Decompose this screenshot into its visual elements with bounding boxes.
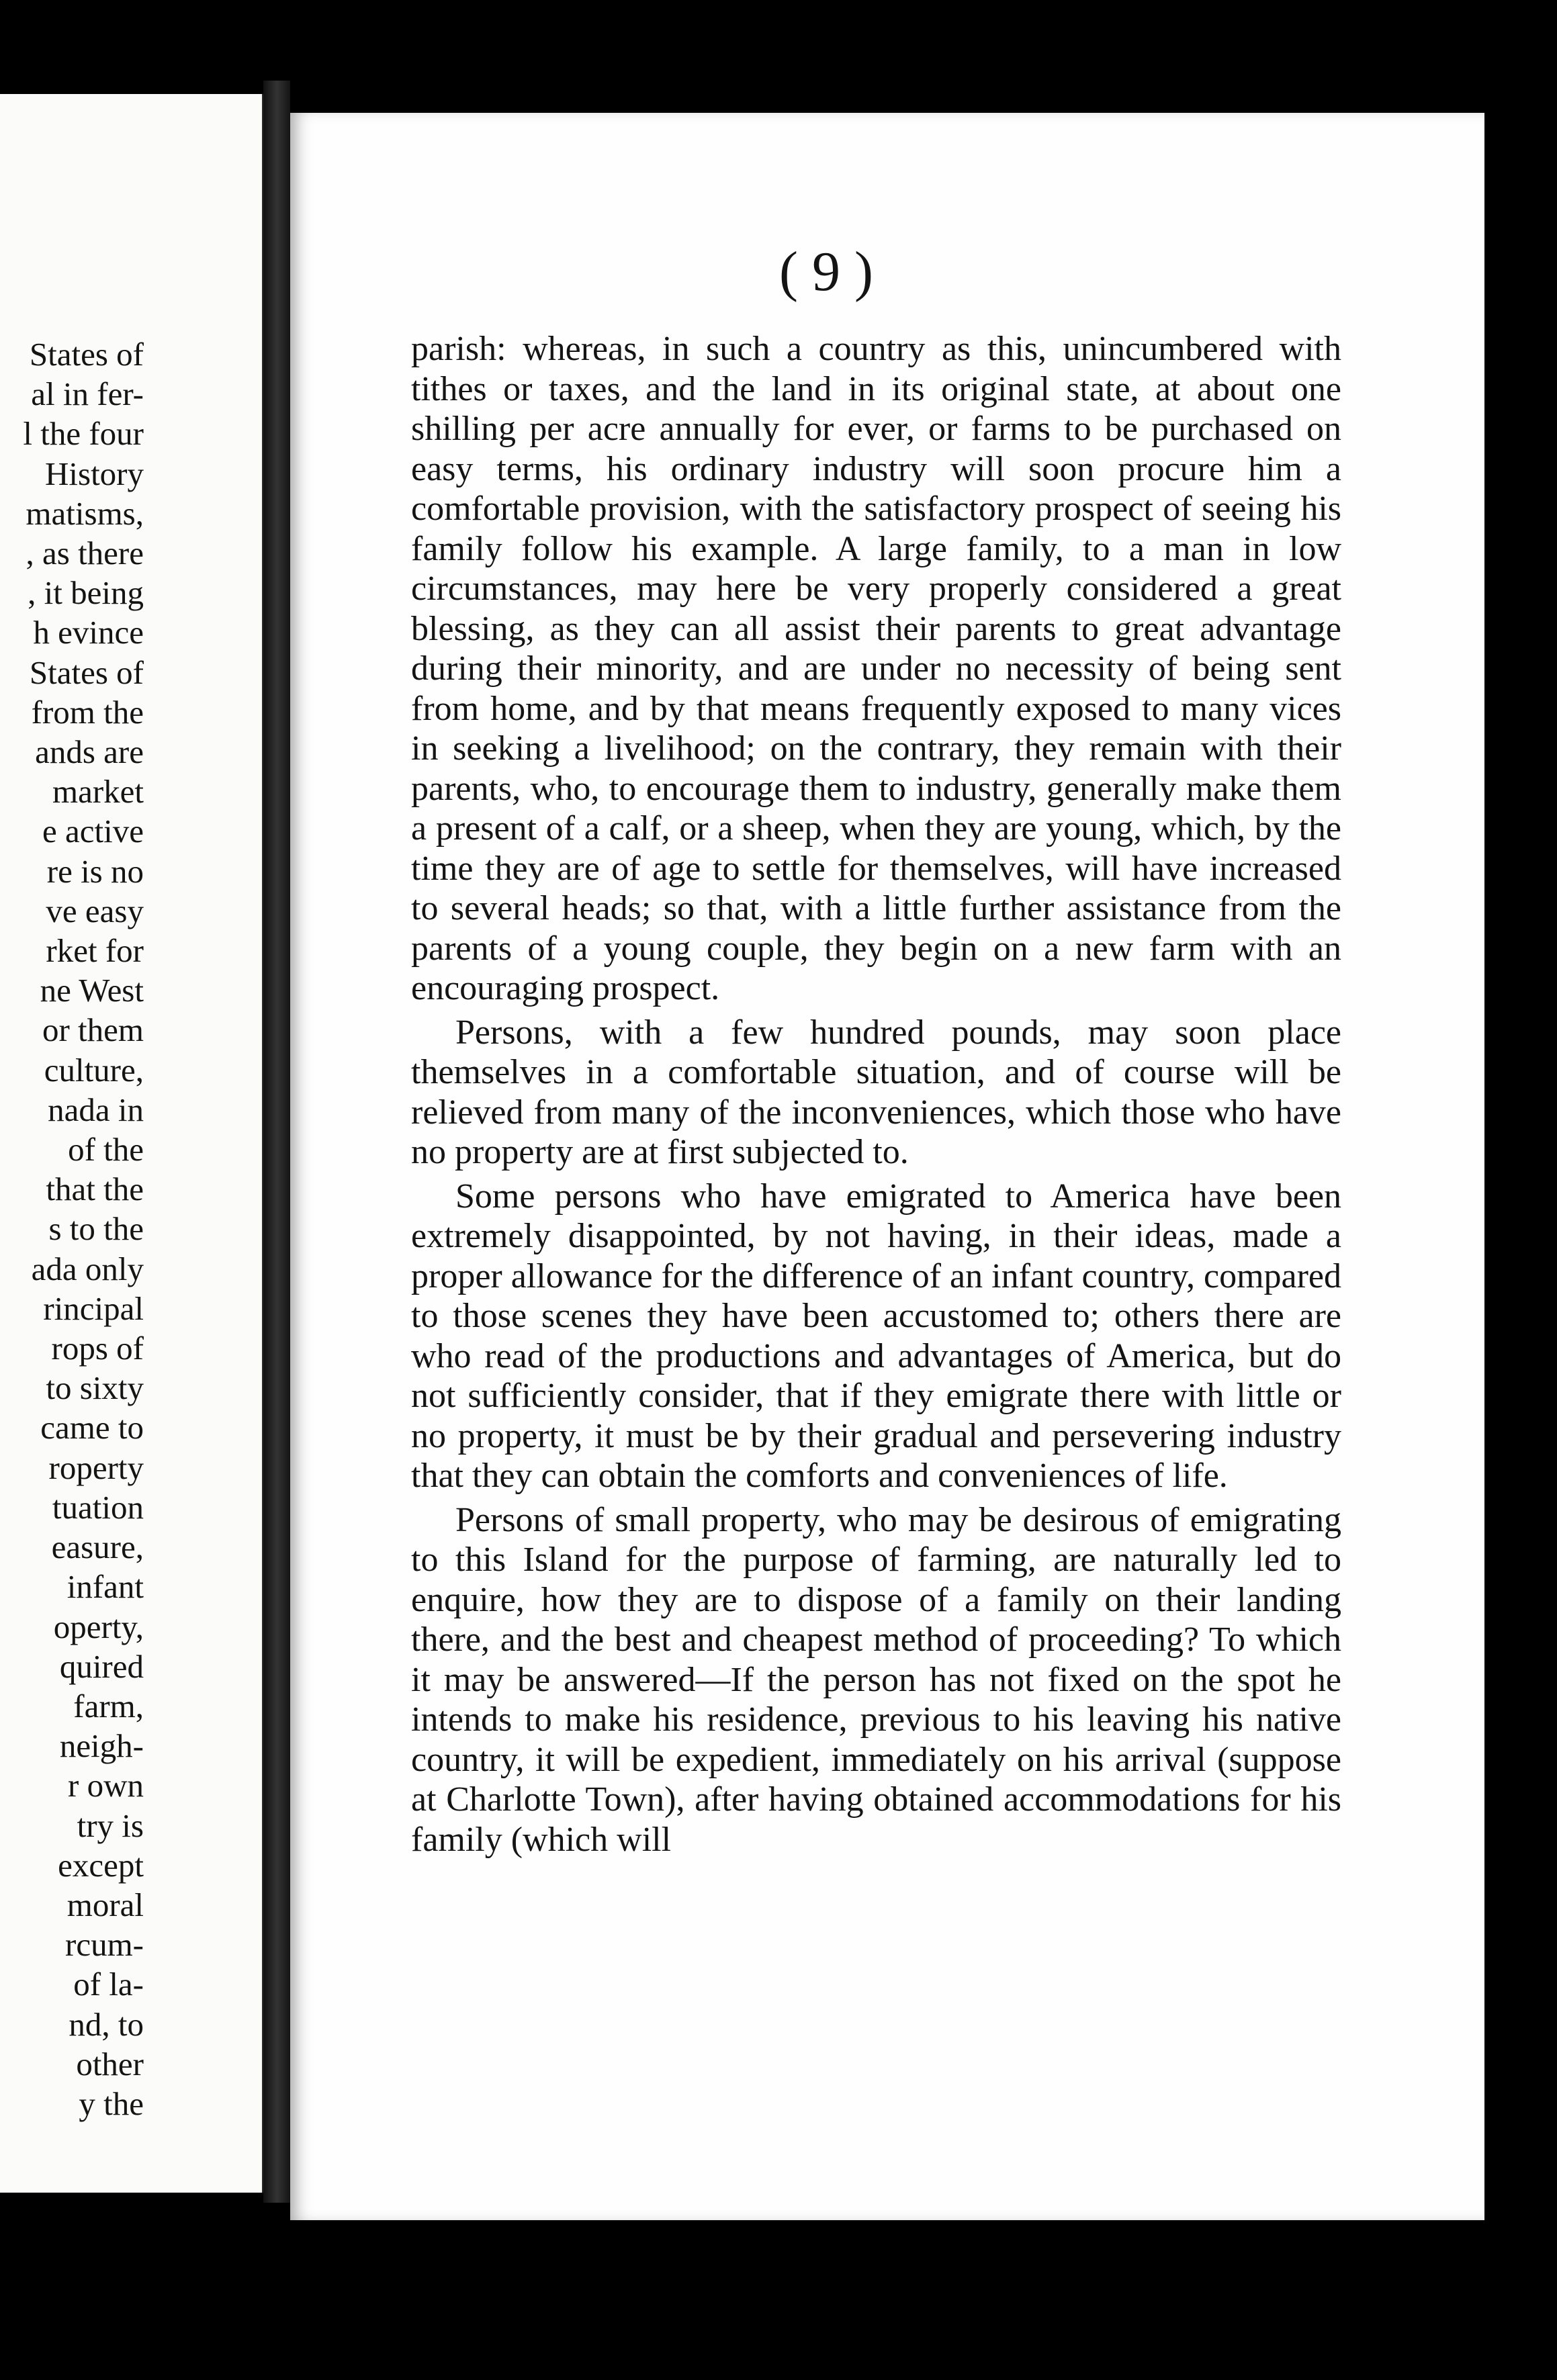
left-page-line: ands are bbox=[35, 733, 144, 771]
left-page-line: States of bbox=[29, 336, 144, 373]
left-page-line: culture, bbox=[44, 1051, 144, 1089]
left-page-line: ve easy bbox=[46, 892, 144, 929]
left-page-line: of the bbox=[68, 1131, 144, 1169]
left-page-line: rincipal bbox=[43, 1289, 144, 1327]
left-page-line: h evince bbox=[33, 614, 144, 651]
left-page-line: that the bbox=[46, 1171, 144, 1208]
left-page bbox=[0, 94, 264, 2193]
paragraph-1: parish: whereas, in such a country as this, unincumbered with tithes or taxes, and the land in its original state, at about one shilling per acre annually for ever, or farms to be purchased on easy terms, his ordinary industry will soon procure him a comfortable provision, with the satisfactory prospect of seeing his family follow his example. A large family, to a man in low circumstances, may here be very properly considered a great blessing, as they can all assist their parents to great advantage during their minority, and are under no necessity of being sent from home, and by that means frequently exposed to many vices in seeking a livelihood; on the contrary, they remain with their parents, who, to encourage them to industry, generally make them a present of a calf, or a sheep, when they are young, which, by the time they are of age to settle for themselves, will have increased to several heads; so that, with a little further assistance from the parents of a young couple, they begin on a new farm with an encouraging prospect. bbox=[411, 330, 1341, 1007]
left-page-line: al in fer- bbox=[31, 375, 144, 413]
left-page-line: neigh- bbox=[59, 1727, 144, 1765]
left-page-line: , as there bbox=[26, 535, 144, 572]
paragraph-2: Persons, with a few hundred pounds, may soon place themselves in a comfortable situation, and of course will be relieved from many of the inconveniences, which those who have no property are at first subjected to. bbox=[411, 1013, 1341, 1171]
left-page-line: y the bbox=[79, 2085, 144, 2122]
left-page-line: rops of bbox=[51, 1330, 144, 1367]
left-page-line: rcum- bbox=[65, 1926, 144, 1964]
left-page-line: nd, to bbox=[69, 2005, 144, 2043]
left-page-line: matisms, bbox=[26, 494, 144, 532]
book-gutter bbox=[263, 81, 290, 2203]
left-page-line: market bbox=[52, 773, 144, 811]
left-page-line: quired bbox=[59, 1647, 144, 1685]
left-page-line: ada only bbox=[31, 1250, 144, 1287]
page-number: ( 9 ) bbox=[779, 240, 873, 303]
left-page-line: roperty bbox=[48, 1449, 144, 1486]
left-page-line: farm, bbox=[73, 1687, 144, 1725]
left-page-line: States of bbox=[29, 653, 144, 691]
left-page-line: ne West bbox=[40, 972, 144, 1009]
left-page-text-fragments bbox=[23, 334, 144, 2123]
left-page-line: from the bbox=[31, 693, 144, 731]
left-page-line: rket for bbox=[46, 932, 144, 970]
left-page-line: nada in bbox=[48, 1091, 144, 1128]
left-page-line: other bbox=[76, 2045, 144, 2082]
left-page-line: s to the bbox=[48, 1210, 144, 1248]
left-page-line: easure, bbox=[51, 1528, 144, 1566]
left-page-line: History bbox=[45, 455, 144, 492]
left-page-line: r own bbox=[68, 1767, 144, 1804]
left-page-line: re is no bbox=[46, 852, 144, 890]
left-page-line: , it being bbox=[28, 574, 144, 612]
left-page-line: e active bbox=[42, 813, 144, 850]
left-page-line: of la- bbox=[73, 1966, 144, 2003]
paragraph-4: Persons of small property, who may be desirous of emigrating to this Island for the purpose of farming, are naturally led to enquire, how they are to dispose of a family on their landing there, and the best and cheapest method of proceeding? To which it may be answered—If the person has not fixed on the spot he intends to make his residence, previous to his leaving his native country, it will be expedient, immediately on his arrival (suppose at Charlotte Town), after having obtained accommodations for his family (which will bbox=[411, 1500, 1341, 1859]
left-page-line: l the four bbox=[23, 415, 144, 453]
left-page-line: moral bbox=[66, 1886, 144, 1923]
paragraph-3: Some persons who have emigrated to America have been extremely disappointed, by not having, in their ideas, made a proper allowance for the difference of an infant country, compared to those scenes they have been accustomed to; others there are who read of the productions and advantages of America, but do not sufficiently consider, that if they emigrate there with little or no property, it must be by their gradual and persevering industry that they can obtain the comforts and conveniences of life. bbox=[411, 1177, 1341, 1495]
left-page-line: operty, bbox=[53, 1608, 144, 1645]
left-page-line: tuation bbox=[52, 1488, 144, 1526]
left-page-line: except bbox=[58, 1846, 144, 1884]
left-page-line: to sixty bbox=[46, 1369, 144, 1407]
left-page-line: came to bbox=[40, 1409, 144, 1447]
left-page-line: infant bbox=[66, 1568, 144, 1606]
page-body-text bbox=[411, 329, 1341, 1860]
left-page-line: or them bbox=[42, 1011, 144, 1049]
left-page-line: try is bbox=[77, 1806, 144, 1844]
